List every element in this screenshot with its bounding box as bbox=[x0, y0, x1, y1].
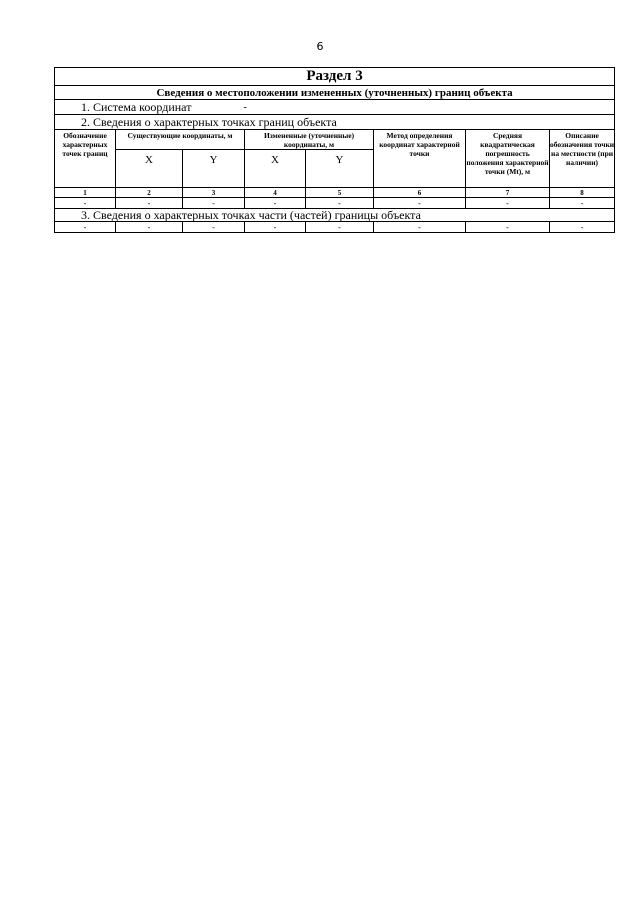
table-cell: - bbox=[466, 198, 550, 209]
header-changed-y: Y bbox=[306, 150, 374, 188]
table-cell: - bbox=[183, 222, 245, 233]
table-cell: - bbox=[374, 198, 466, 209]
table-cell: - bbox=[550, 198, 615, 209]
header-error: Средняя квадратическая погрешность положения характерной точки (Мt), м bbox=[466, 130, 550, 188]
header-changed-x: X bbox=[245, 150, 306, 188]
table-cell: - bbox=[245, 222, 306, 233]
table-cell: - bbox=[116, 222, 183, 233]
header-method: Метод определения координат характерной точки bbox=[374, 130, 466, 188]
column-number: 3 bbox=[183, 188, 245, 198]
page-number: 6 bbox=[316, 40, 324, 53]
column-numbers-row bbox=[55, 188, 615, 198]
table-cell: - bbox=[116, 198, 183, 209]
table-cell: - bbox=[550, 222, 615, 233]
header-existing-y: Y bbox=[183, 150, 245, 188]
table-cell: - bbox=[55, 222, 116, 233]
column-number: 6 bbox=[374, 188, 466, 198]
header-description: Описание обозначения точки на местности (при наличии) bbox=[550, 130, 615, 188]
table-cell: - bbox=[55, 198, 116, 209]
section-title: Раздел 3 bbox=[55, 68, 615, 86]
points-section-label: 2. Сведения о характерных точках границ объекта bbox=[55, 115, 615, 130]
table-cell: - bbox=[245, 198, 306, 209]
header-changed-coords: Измененные (уточненные) координаты, м bbox=[245, 130, 374, 150]
column-number: 2 bbox=[116, 188, 183, 198]
section-subtitle: Сведения о местоположении измененных (уточненных) границ объекта bbox=[55, 86, 615, 100]
table-row bbox=[55, 198, 615, 209]
header-existing-coords: Существующие координаты, м bbox=[116, 130, 245, 150]
column-number: 7 bbox=[466, 188, 550, 198]
coord-system-row bbox=[55, 100, 615, 115]
table-row bbox=[55, 222, 615, 233]
coord-system-label: 1. Система координат bbox=[81, 99, 192, 114]
column-number: 8 bbox=[550, 188, 615, 198]
table-cell: - bbox=[183, 198, 245, 209]
column-number: 5 bbox=[306, 188, 374, 198]
table-cell: - bbox=[306, 222, 374, 233]
coord-system-value: - bbox=[243, 101, 247, 113]
table-cell: - bbox=[466, 222, 550, 233]
section-3-table bbox=[54, 67, 615, 233]
table-cell: - bbox=[374, 222, 466, 233]
table-cell: - bbox=[306, 198, 374, 209]
column-number: 1 bbox=[55, 188, 116, 198]
header-existing-x: X bbox=[116, 150, 183, 188]
column-number: 4 bbox=[245, 188, 306, 198]
part-points-section-label: 3. Сведения о характерных точках части (частей) границы объекта bbox=[55, 209, 615, 222]
header-designation: Обозначение характерных точек границ bbox=[55, 130, 116, 188]
